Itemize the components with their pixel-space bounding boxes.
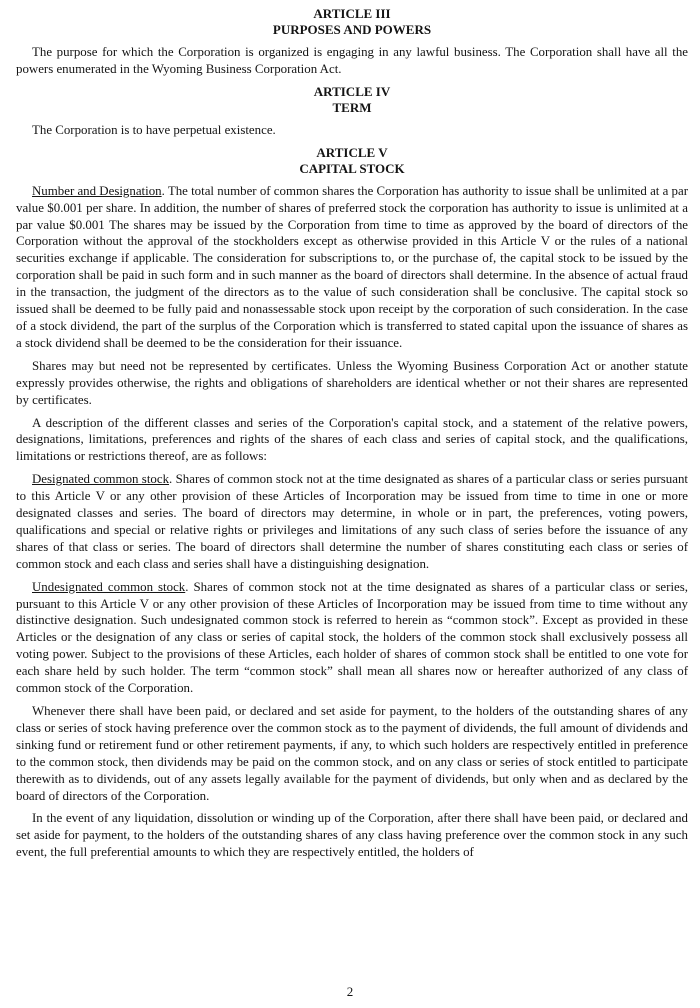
dividends-paragraph: Whenever there shall have been paid, or declared and set aside for payment, to the holders of the outstanding shares of any class or series of stock having preference over the common stock as to the payment of dividends, the full amount of dividends and sinking fund or retirement fund or other retirement payments, if any, to which such holders are respectively entitled in preference to the common stock, then dividends may be paid on the common stock, and on any class or series of stock entitled to participate therewith as to dividends, out of any assets legally available for the payment of dividends, but only when and as declared by the board of directors of the Corporation. — [16, 704, 688, 803]
article-4-body: The Corporation is to have perpetual existence. — [32, 122, 276, 137]
article-5-heading — [16, 145, 688, 177]
description-paragraph: A description of the different classes and series of the Corporation's capital stock, and a statement of the relative powers, designations, limitations, preferences and rights of the shares of each class and series of capital stock, and the qualifications, limitations or restrictions thereof, are as follows: — [16, 415, 688, 464]
undesignated-common-stock-paragraph — [16, 579, 688, 697]
liquidation-paragraph: In the event of any liquidation, dissolution or winding up of the Corporation, after there shall have been paid, or declared and set aside for payment, to the holders of the outstanding shares of any class having preference over the common stock in any such event, the full preferential amounts to which they are respectively entitled, the holders of — [16, 811, 688, 860]
number-designation-text: . The total number of common shares the Corporation has authority to issue shall be unlimited at a par value $0.001 per share. In addition, the number of shares of preferred stock the corporation has authority to issue is unlimited at a par value $0.001 The shares may be issued by the Corporation from time to time as approved by the board of directors of the Corporation without the approval of the stockholders except as otherwise provided in this Article V or the rules of a national securities exchange if applicable. The consideration for subscriptions to, or the purchase of, the capital stock to be issued by the corporation shall be paid in such form and in such manner as the board of directors shall determine. In the absence of actual fraud in the transaction, the judgment of the directors as to the value of such consideration shall be conclusive. The capital stock so issued shall be deemed to be fully paid and nonassessable stock upon receipt by the corporation of such consideration. In the case of a stock dividend, the part of the surplus of the Corporation which is transferred to stated capital upon the issuance of shares as a stock dividend shall be deemed to be the consideration for their issuance. — [16, 183, 689, 350]
article-3-body: The purpose for which the Corporation is organized is engaging in any lawful business. The Corporation shall have all the powers enumerated in the Wyoming Business Corporation Act. — [16, 45, 688, 76]
number-designation-paragraph — [16, 183, 688, 352]
undesignated-common-stock-text: . Shares of common stock not at the time designated as shares of a particular class or series, pursuant to this Article V or any other provision of these Articles of Incorporation may be issued from time to time without any distinctive designation. Such undesignated common stock is referred to herein as “common stock”. Except as provided in these Articles or the designation of any class or series of capital stock, the holders of the common stock shall exclusively possess all voting power. Subject to the provisions of these Articles, each holder of shares of common stock shall be entitled to one vote for each share held by such holder. The term “common stock” shall mean all shares now or hereafter authorized of any class of common stock of the Corporation. — [16, 579, 688, 696]
article-4-number: ARTICLE IV — [313, 83, 391, 99]
designated-common-stock-heading: Designated common stock — [32, 472, 170, 487]
designated-common-stock-paragraph — [16, 471, 688, 572]
document-page — [16, 6, 688, 865]
article-5-title: CAPITAL STOCK — [299, 160, 405, 176]
page-number: 2 — [346, 984, 354, 999]
article-4-title: TERM — [332, 99, 372, 115]
certificates-paragraph: Shares may but need not be represented by certificates. Unless the Wyoming Business Corporation Act or another statute expressly provides otherwise, the rights and obligations of shareholders are identical whether or not their shares are represented by certificates. — [16, 358, 688, 407]
designated-common-stock-text: . Shares of common stock not at the time designated as shares of a particular class or series pursuant to this Article V or any other provision of these Articles of Incorporation may be issued from time to time in one or more designated classes and series. The board of directors may determine, in whole or in part, the preferences, voting powers, qualifications and special or relative rights or privileges and limitations of any such class of series before the issuance of any shares of that class or series. The board of directors shall determine the number of shares constituting each class or series of common stock and each class and series shall have a distinguishing designation. — [16, 472, 688, 571]
article-5-number: ARTICLE V — [316, 144, 388, 160]
article-3-number: ARTICLE III — [313, 6, 391, 21]
undesignated-common-stock-heading: Undesignated common stock — [32, 579, 186, 594]
article-3-title: PURPOSES AND POWERS — [272, 22, 432, 37]
number-designation-heading: Number and Designation — [32, 183, 162, 198]
article-4-heading — [16, 84, 688, 116]
article-3-heading — [16, 6, 688, 38]
